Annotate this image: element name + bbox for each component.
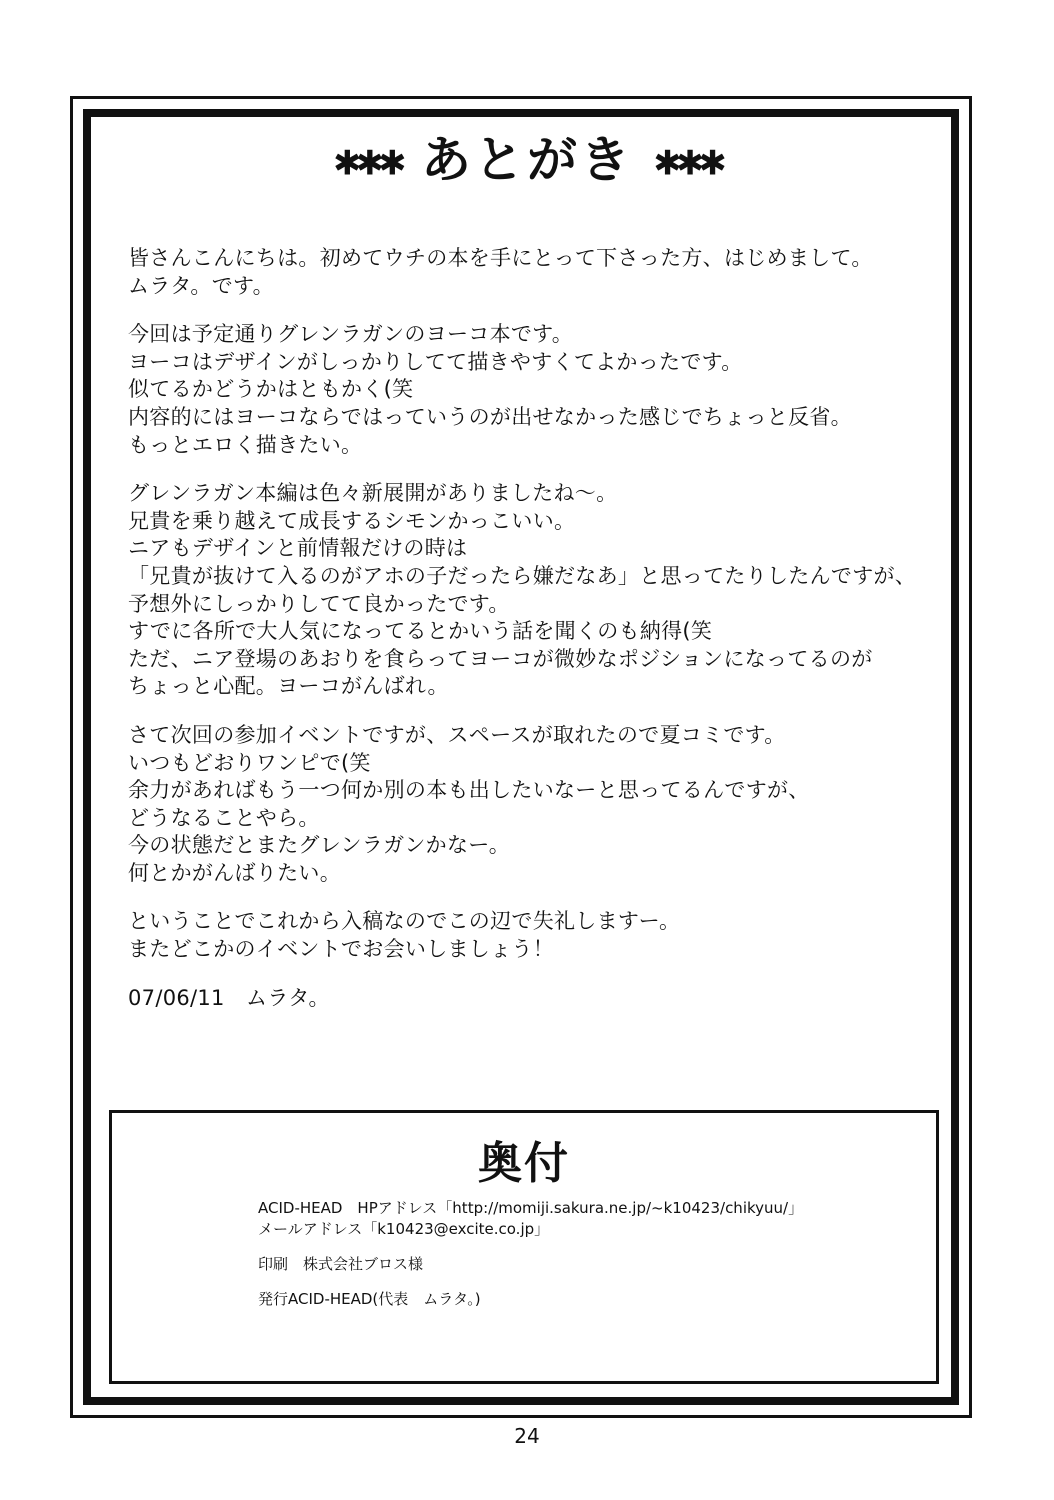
afterword-body <box>128 245 948 1033</box>
colophon-details <box>258 1198 803 1310</box>
afterword-line: もっとエロく描きたい。 <box>128 432 363 457</box>
afterword-heading <box>0 128 1054 196</box>
afterword-line: ムラタ。です。 <box>128 273 274 298</box>
afterword-paragraph <box>128 722 948 888</box>
afterword-line: ニアもデザインと前情報だけの時は <box>128 536 468 561</box>
afterword-paragraph <box>128 908 948 963</box>
afterword-line: グレンラガン本編は色々新展開がありましたね～。 <box>128 481 618 506</box>
left-asterisk-decoration: ✱✱✱ <box>333 143 401 184</box>
page-number: 24 <box>514 1424 540 1448</box>
colophon-homepage: ACID-HEAD HPアドレス「http://momiji.sakura.ne.jp/~k10423/chikyuu/」 <box>258 1199 804 1217</box>
afterword-paragraph <box>128 480 948 701</box>
afterword-line: すでに各所で大人気になってるとかいう話を聞くのも納得(笑 <box>128 619 713 644</box>
afterword-line: さて次回の参加イベントですが、スペースが取れたので夏コミです。 <box>128 722 786 747</box>
afterword-paragraph <box>128 321 948 459</box>
afterword-line: どうなることやら。 <box>128 805 320 830</box>
colophon-box <box>109 1110 939 1384</box>
afterword-line: ただ、ニア登場のあおりを食らってヨーコが微妙なポジションになってるのが <box>128 646 873 671</box>
colophon-publisher: 発行ACID-HEAD(代表 ムラタ。) <box>258 1290 481 1308</box>
afterword-line: 何とかがんばりたい。 <box>128 860 341 885</box>
colophon-title: 奥付 <box>478 1138 570 1189</box>
afterword-line: 内容的にはヨーコならではっていうのが出せなかった感じでちょっと反省。 <box>128 404 852 429</box>
afterword-paragraph <box>128 245 948 300</box>
afterword-line: ちょっと心配。ヨーコがんばれ。 <box>128 674 449 699</box>
right-asterisk-decoration: ✱✱✱ <box>653 143 721 184</box>
afterword-line: 余力があればもう一つ何か別の本も出したいなーと思ってるんですが、 <box>128 778 810 803</box>
afterword-line: 似てるかどうかはともかく(笑 <box>128 377 414 402</box>
afterword-line: 兄貴を乗り越えて成長するシモンかっこいい。 <box>128 508 576 533</box>
afterword-line: 皆さんこんにちは。初めてウチの本を手にとって下さった方、はじめまして。 <box>128 246 873 270</box>
afterword-paragraph <box>128 985 948 1013</box>
afterword-line: 07/06/11 ムラタ。 <box>128 985 330 1010</box>
colophon-email: メールアドレス「k10423@excite.co.jp」 <box>258 1220 550 1238</box>
afterword-line: 予想外にしっかりしてて良かったです。 <box>128 591 510 616</box>
afterword-line: 今回は予定通りグレンラガンのヨーコ本です。 <box>128 322 574 347</box>
afterword-line: いつもどおりワンピで(笑 <box>128 750 371 775</box>
afterword-title: あとがき <box>421 131 633 189</box>
afterword-line: ということでこれから入稿なのでこの辺で失礼しますー。 <box>128 909 681 934</box>
afterword-line: 今の状態だとまたグレンラガンかなー。 <box>128 833 511 858</box>
afterword-line: またどこかのイベントでお会いしましょう！ <box>128 937 554 962</box>
colophon-printer: 印刷 株式会社ブロス様 <box>258 1255 424 1273</box>
afterword-line: 「兄貴が抜けて入るのがアホの子だったら嫌だなあ」と思ってたりしたんですが、 <box>128 563 917 588</box>
afterword-line: ヨーコはデザインがしっかりしてて描きやすくてよかったです。 <box>128 349 743 374</box>
